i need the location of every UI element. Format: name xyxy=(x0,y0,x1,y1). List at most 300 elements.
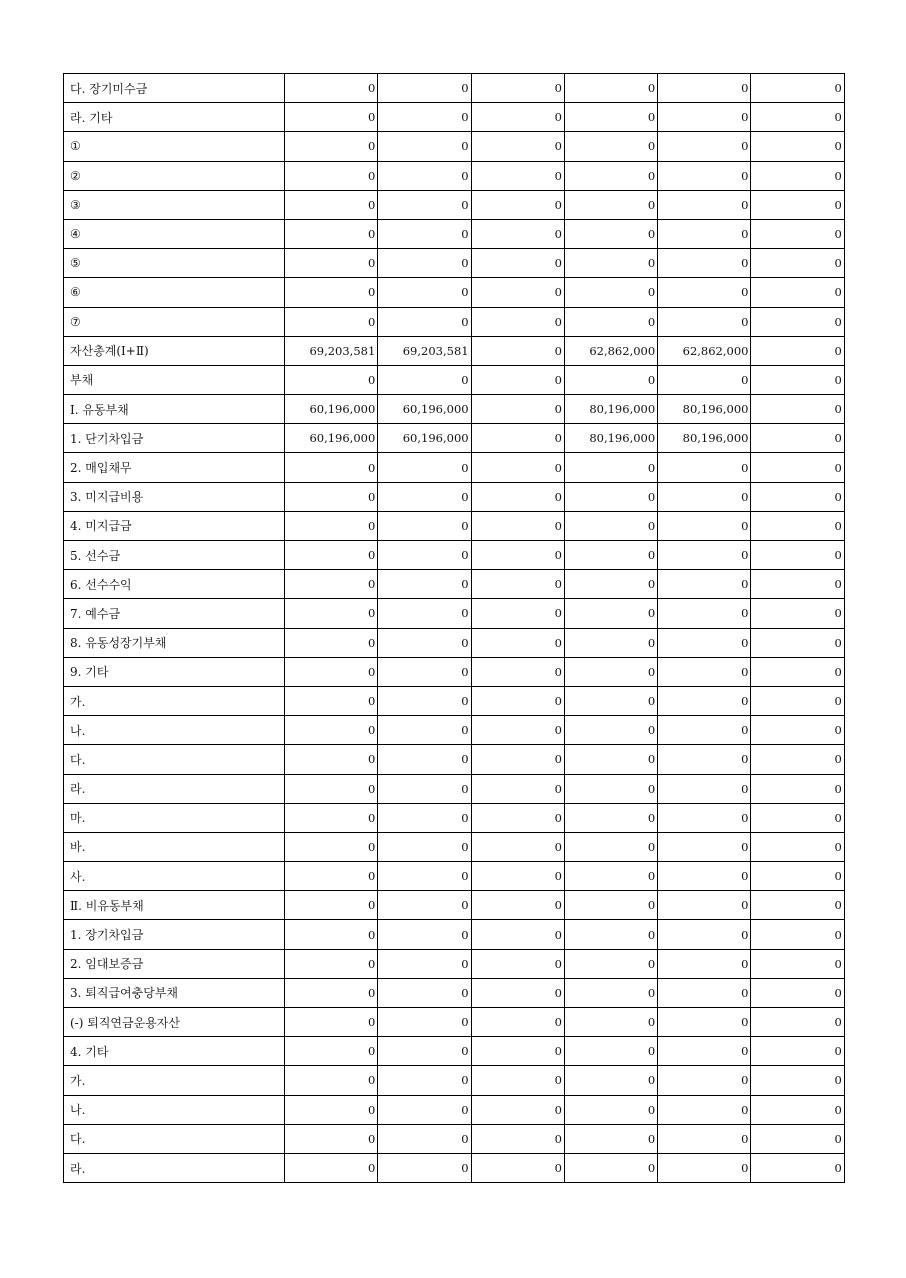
value-cell: 0 xyxy=(471,803,564,832)
value-cell: 0 xyxy=(285,365,378,394)
value-cell: 0 xyxy=(285,716,378,745)
value-cell: 0 xyxy=(564,307,657,336)
value-cell: 0 xyxy=(751,745,844,774)
value-cell: 0 xyxy=(564,832,657,861)
value-cell: 0 xyxy=(378,570,471,599)
value-cell: 0 xyxy=(564,570,657,599)
value-cell: 0 xyxy=(285,1066,378,1095)
value-cell: 0 xyxy=(658,1095,751,1124)
row-label: 3. 미지급비용 xyxy=(64,482,285,511)
table-row xyxy=(64,891,845,920)
value-cell: 0 xyxy=(471,570,564,599)
value-cell: 60,196,000 xyxy=(378,424,471,453)
value-cell: 0 xyxy=(285,803,378,832)
row-label: 7. 예수금 xyxy=(64,599,285,628)
value-cell: 0 xyxy=(751,832,844,861)
row-label: 가. xyxy=(64,1066,285,1095)
value-cell: 0 xyxy=(285,657,378,686)
value-cell: 69,203,581 xyxy=(285,336,378,365)
row-label: ⑤ xyxy=(64,249,285,278)
value-cell: 0 xyxy=(658,832,751,861)
value-cell: 0 xyxy=(285,745,378,774)
row-label: 9. 기타 xyxy=(64,657,285,686)
value-cell: 0 xyxy=(658,657,751,686)
value-cell: 0 xyxy=(751,190,844,219)
value-cell: 0 xyxy=(658,1008,751,1037)
value-cell: 0 xyxy=(751,920,844,949)
balance-sheet-table xyxy=(63,73,845,1183)
table-row xyxy=(64,424,845,453)
value-cell: 0 xyxy=(751,716,844,745)
value-cell: 0 xyxy=(471,745,564,774)
row-label: ③ xyxy=(64,190,285,219)
value-cell: 0 xyxy=(285,161,378,190)
table-row xyxy=(64,336,845,365)
value-cell: 0 xyxy=(471,278,564,307)
value-cell: 0 xyxy=(751,570,844,599)
value-cell: 0 xyxy=(378,1124,471,1153)
value-cell: 0 xyxy=(564,74,657,103)
table-row xyxy=(64,832,845,861)
value-cell: 60,196,000 xyxy=(378,395,471,424)
value-cell: 0 xyxy=(751,365,844,394)
value-cell: 0 xyxy=(378,541,471,570)
value-cell: 0 xyxy=(751,249,844,278)
value-cell: 0 xyxy=(285,978,378,1007)
value-cell: 0 xyxy=(378,891,471,920)
row-label: 부채 xyxy=(64,365,285,394)
table-row xyxy=(64,511,845,540)
value-cell: 0 xyxy=(751,395,844,424)
value-cell: 0 xyxy=(751,541,844,570)
value-cell: 0 xyxy=(471,395,564,424)
value-cell: 0 xyxy=(564,774,657,803)
value-cell: 0 xyxy=(564,1124,657,1153)
value-cell: 0 xyxy=(751,1037,844,1066)
value-cell: 0 xyxy=(378,745,471,774)
value-cell: 0 xyxy=(564,365,657,394)
value-cell: 0 xyxy=(751,219,844,248)
value-cell: 0 xyxy=(378,132,471,161)
value-cell: 0 xyxy=(471,686,564,715)
value-cell: 0 xyxy=(285,453,378,482)
value-cell: 0 xyxy=(751,774,844,803)
value-cell: 0 xyxy=(658,365,751,394)
value-cell: 0 xyxy=(658,862,751,891)
value-cell: 69,203,581 xyxy=(378,336,471,365)
row-label: 바. xyxy=(64,832,285,861)
value-cell: 0 xyxy=(378,219,471,248)
table-row xyxy=(64,1124,845,1153)
table-row xyxy=(64,307,845,336)
value-cell: 60,196,000 xyxy=(285,424,378,453)
value-cell: 0 xyxy=(658,978,751,1007)
value-cell: 0 xyxy=(751,424,844,453)
value-cell: 0 xyxy=(564,132,657,161)
value-cell: 0 xyxy=(285,1124,378,1153)
row-label: Ⅱ. 비유동부채 xyxy=(64,891,285,920)
value-cell: 0 xyxy=(471,424,564,453)
table-row xyxy=(64,249,845,278)
row-label: 라. 기타 xyxy=(64,103,285,132)
value-cell: 0 xyxy=(378,686,471,715)
value-cell: 0 xyxy=(564,453,657,482)
value-cell: 80,196,000 xyxy=(658,424,751,453)
value-cell: 0 xyxy=(751,74,844,103)
value-cell: 0 xyxy=(564,219,657,248)
value-cell: 0 xyxy=(378,453,471,482)
table-row xyxy=(64,219,845,248)
value-cell: 0 xyxy=(378,920,471,949)
value-cell: 0 xyxy=(751,307,844,336)
table-row xyxy=(64,132,845,161)
value-cell: 0 xyxy=(658,307,751,336)
value-cell: 0 xyxy=(471,511,564,540)
value-cell: 0 xyxy=(564,745,657,774)
value-cell: 0 xyxy=(658,1153,751,1182)
value-cell: 0 xyxy=(285,190,378,219)
value-cell: 0 xyxy=(751,657,844,686)
value-cell: 0 xyxy=(378,1037,471,1066)
table-row xyxy=(64,482,845,511)
value-cell: 0 xyxy=(285,1008,378,1037)
value-cell: 0 xyxy=(751,862,844,891)
row-label: 다. xyxy=(64,1124,285,1153)
value-cell: 0 xyxy=(378,511,471,540)
value-cell: 0 xyxy=(285,249,378,278)
table-row xyxy=(64,1008,845,1037)
value-cell: 0 xyxy=(285,74,378,103)
value-cell: 0 xyxy=(751,278,844,307)
row-label: ⑥ xyxy=(64,278,285,307)
table-row xyxy=(64,862,845,891)
value-cell: 0 xyxy=(378,307,471,336)
value-cell: 0 xyxy=(378,365,471,394)
value-cell: 0 xyxy=(658,161,751,190)
value-cell: 0 xyxy=(378,1066,471,1095)
row-label: 다. xyxy=(64,745,285,774)
value-cell: 0 xyxy=(471,249,564,278)
value-cell: 0 xyxy=(285,511,378,540)
row-label: ① xyxy=(64,132,285,161)
value-cell: 0 xyxy=(471,891,564,920)
value-cell: 0 xyxy=(285,949,378,978)
value-cell: 0 xyxy=(564,249,657,278)
value-cell: 0 xyxy=(658,745,751,774)
value-cell: 0 xyxy=(285,686,378,715)
value-cell: 0 xyxy=(658,103,751,132)
value-cell: 0 xyxy=(564,949,657,978)
value-cell: 0 xyxy=(471,103,564,132)
value-cell: 0 xyxy=(564,482,657,511)
value-cell: 0 xyxy=(658,482,751,511)
value-cell: 60,196,000 xyxy=(285,395,378,424)
value-cell: 62,862,000 xyxy=(658,336,751,365)
table-row xyxy=(64,628,845,657)
value-cell: 0 xyxy=(471,74,564,103)
value-cell: 0 xyxy=(751,336,844,365)
value-cell: 0 xyxy=(471,161,564,190)
value-cell: 0 xyxy=(564,1066,657,1095)
row-label: 다. 장기미수금 xyxy=(64,74,285,103)
table-row xyxy=(64,1095,845,1124)
value-cell: 0 xyxy=(564,657,657,686)
value-cell: 0 xyxy=(751,803,844,832)
value-cell: 0 xyxy=(658,803,751,832)
value-cell: 0 xyxy=(285,920,378,949)
value-cell: 0 xyxy=(285,862,378,891)
value-cell: 0 xyxy=(471,1153,564,1182)
value-cell: 0 xyxy=(378,716,471,745)
row-label: Ⅰ. 유동부채 xyxy=(64,395,285,424)
value-cell: 0 xyxy=(564,511,657,540)
value-cell: 0 xyxy=(658,511,751,540)
row-label: 나. xyxy=(64,1095,285,1124)
value-cell: 0 xyxy=(564,599,657,628)
value-cell: 0 xyxy=(378,657,471,686)
row-label: 4. 기타 xyxy=(64,1037,285,1066)
row-label: ④ xyxy=(64,219,285,248)
value-cell: 0 xyxy=(658,628,751,657)
value-cell: 0 xyxy=(285,628,378,657)
value-cell: 0 xyxy=(564,803,657,832)
value-cell: 0 xyxy=(658,716,751,745)
table-row xyxy=(64,599,845,628)
value-cell: 0 xyxy=(751,1124,844,1153)
table-row xyxy=(64,161,845,190)
value-cell: 0 xyxy=(285,1153,378,1182)
table-row xyxy=(64,1066,845,1095)
table-row xyxy=(64,395,845,424)
row-label: 8. 유동성장기부채 xyxy=(64,628,285,657)
value-cell: 0 xyxy=(658,949,751,978)
row-label: 1. 장기차입금 xyxy=(64,920,285,949)
table-row xyxy=(64,570,845,599)
value-cell: 0 xyxy=(658,278,751,307)
table-row xyxy=(64,1037,845,1066)
value-cell: 0 xyxy=(378,832,471,861)
table-row xyxy=(64,541,845,570)
table-row xyxy=(64,453,845,482)
table-row xyxy=(64,103,845,132)
value-cell: 0 xyxy=(471,482,564,511)
value-cell: 0 xyxy=(285,132,378,161)
value-cell: 0 xyxy=(285,482,378,511)
value-cell: 0 xyxy=(471,628,564,657)
value-cell: 0 xyxy=(564,978,657,1007)
table-row xyxy=(64,716,845,745)
value-cell: 62,862,000 xyxy=(564,336,657,365)
value-cell: 0 xyxy=(285,1037,378,1066)
value-cell: 0 xyxy=(751,103,844,132)
table-row xyxy=(64,190,845,219)
value-cell: 0 xyxy=(658,1066,751,1095)
value-cell: 0 xyxy=(658,190,751,219)
value-cell: 0 xyxy=(564,862,657,891)
value-cell: 0 xyxy=(378,74,471,103)
value-cell: 0 xyxy=(751,1066,844,1095)
value-cell: 0 xyxy=(471,132,564,161)
row-label: 5. 선수금 xyxy=(64,541,285,570)
value-cell: 0 xyxy=(564,891,657,920)
value-cell: 0 xyxy=(378,978,471,1007)
value-cell: 0 xyxy=(285,219,378,248)
value-cell: 0 xyxy=(471,365,564,394)
table-row xyxy=(64,657,845,686)
value-cell: 0 xyxy=(285,570,378,599)
value-cell: 0 xyxy=(471,862,564,891)
table-row xyxy=(64,745,845,774)
value-cell: 0 xyxy=(564,920,657,949)
value-cell: 0 xyxy=(378,862,471,891)
value-cell: 0 xyxy=(285,891,378,920)
value-cell: 0 xyxy=(658,570,751,599)
value-cell: 0 xyxy=(564,1153,657,1182)
table-row xyxy=(64,949,845,978)
table-row xyxy=(64,365,845,394)
value-cell: 0 xyxy=(471,541,564,570)
value-cell: 0 xyxy=(471,832,564,861)
value-cell: 0 xyxy=(471,1037,564,1066)
value-cell: 0 xyxy=(471,336,564,365)
value-cell: 0 xyxy=(378,1153,471,1182)
value-cell: 80,196,000 xyxy=(564,424,657,453)
value-cell: 0 xyxy=(378,628,471,657)
value-cell: 0 xyxy=(658,1037,751,1066)
row-label: 라. xyxy=(64,1153,285,1182)
row-label: 2. 매입채무 xyxy=(64,453,285,482)
value-cell: 0 xyxy=(378,161,471,190)
row-label: ⑦ xyxy=(64,307,285,336)
value-cell: 0 xyxy=(658,453,751,482)
value-cell: 0 xyxy=(378,103,471,132)
table-row xyxy=(64,978,845,1007)
row-label: 자산총계(Ⅰ+Ⅱ) xyxy=(64,336,285,365)
value-cell: 0 xyxy=(564,161,657,190)
row-label: 3. 퇴직급여충당부채 xyxy=(64,978,285,1007)
value-cell: 0 xyxy=(658,219,751,248)
value-cell: 0 xyxy=(378,1095,471,1124)
value-cell: 0 xyxy=(471,978,564,1007)
value-cell: 0 xyxy=(751,161,844,190)
value-cell: 0 xyxy=(471,307,564,336)
table-row xyxy=(64,686,845,715)
value-cell: 0 xyxy=(471,657,564,686)
value-cell: 0 xyxy=(751,511,844,540)
value-cell: 0 xyxy=(378,774,471,803)
value-cell: 0 xyxy=(658,74,751,103)
value-cell: 0 xyxy=(564,541,657,570)
value-cell: 0 xyxy=(658,132,751,161)
value-cell: 0 xyxy=(378,803,471,832)
value-cell: 0 xyxy=(471,1008,564,1037)
value-cell: 0 xyxy=(751,1008,844,1037)
value-cell: 0 xyxy=(285,307,378,336)
row-label: 라. xyxy=(64,774,285,803)
value-cell: 0 xyxy=(564,628,657,657)
value-cell: 0 xyxy=(658,599,751,628)
row-label: 1. 단기차입금 xyxy=(64,424,285,453)
value-cell: 0 xyxy=(751,1095,844,1124)
value-cell: 0 xyxy=(751,599,844,628)
value-cell: 0 xyxy=(471,599,564,628)
value-cell: 0 xyxy=(378,249,471,278)
value-cell: 0 xyxy=(285,278,378,307)
value-cell: 0 xyxy=(658,541,751,570)
value-cell: 0 xyxy=(378,482,471,511)
value-cell: 0 xyxy=(378,949,471,978)
value-cell: 0 xyxy=(751,1153,844,1182)
row-label: 마. xyxy=(64,803,285,832)
row-label: 가. xyxy=(64,686,285,715)
value-cell: 0 xyxy=(564,1037,657,1066)
value-cell: 0 xyxy=(564,716,657,745)
value-cell: 0 xyxy=(564,686,657,715)
value-cell: 0 xyxy=(751,949,844,978)
value-cell: 0 xyxy=(658,686,751,715)
value-cell: 0 xyxy=(658,891,751,920)
value-cell: 0 xyxy=(471,949,564,978)
value-cell: 0 xyxy=(471,920,564,949)
value-cell: 0 xyxy=(378,1008,471,1037)
value-cell: 0 xyxy=(564,190,657,219)
value-cell: 0 xyxy=(285,541,378,570)
value-cell: 0 xyxy=(285,774,378,803)
value-cell: 80,196,000 xyxy=(564,395,657,424)
value-cell: 0 xyxy=(471,1066,564,1095)
row-label: (-) 퇴직연금운용자산 xyxy=(64,1008,285,1037)
value-cell: 0 xyxy=(471,716,564,745)
value-cell: 0 xyxy=(751,686,844,715)
value-cell: 80,196,000 xyxy=(658,395,751,424)
row-label: 나. xyxy=(64,716,285,745)
value-cell: 0 xyxy=(471,219,564,248)
table-row xyxy=(64,920,845,949)
value-cell: 0 xyxy=(471,774,564,803)
value-cell: 0 xyxy=(658,920,751,949)
value-cell: 0 xyxy=(564,278,657,307)
table-row xyxy=(64,278,845,307)
value-cell: 0 xyxy=(658,1124,751,1153)
row-label: ② xyxy=(64,161,285,190)
value-cell: 0 xyxy=(471,1095,564,1124)
value-cell: 0 xyxy=(751,453,844,482)
value-cell: 0 xyxy=(285,599,378,628)
value-cell: 0 xyxy=(564,103,657,132)
table-row xyxy=(64,774,845,803)
value-cell: 0 xyxy=(751,482,844,511)
table-row xyxy=(64,74,845,103)
value-cell: 0 xyxy=(285,103,378,132)
value-cell: 0 xyxy=(285,1095,378,1124)
value-cell: 0 xyxy=(285,832,378,861)
value-cell: 0 xyxy=(751,978,844,1007)
row-label: 2. 임대보증금 xyxy=(64,949,285,978)
value-cell: 0 xyxy=(471,190,564,219)
value-cell: 0 xyxy=(658,249,751,278)
value-cell: 0 xyxy=(378,190,471,219)
value-cell: 0 xyxy=(378,599,471,628)
table-row xyxy=(64,1153,845,1182)
value-cell: 0 xyxy=(564,1008,657,1037)
row-label: 사. xyxy=(64,862,285,891)
value-cell: 0 xyxy=(751,628,844,657)
value-cell: 0 xyxy=(564,1095,657,1124)
row-label: 6. 선수수익 xyxy=(64,570,285,599)
row-label: 4. 미지급금 xyxy=(64,511,285,540)
value-cell: 0 xyxy=(471,453,564,482)
value-cell: 0 xyxy=(751,132,844,161)
